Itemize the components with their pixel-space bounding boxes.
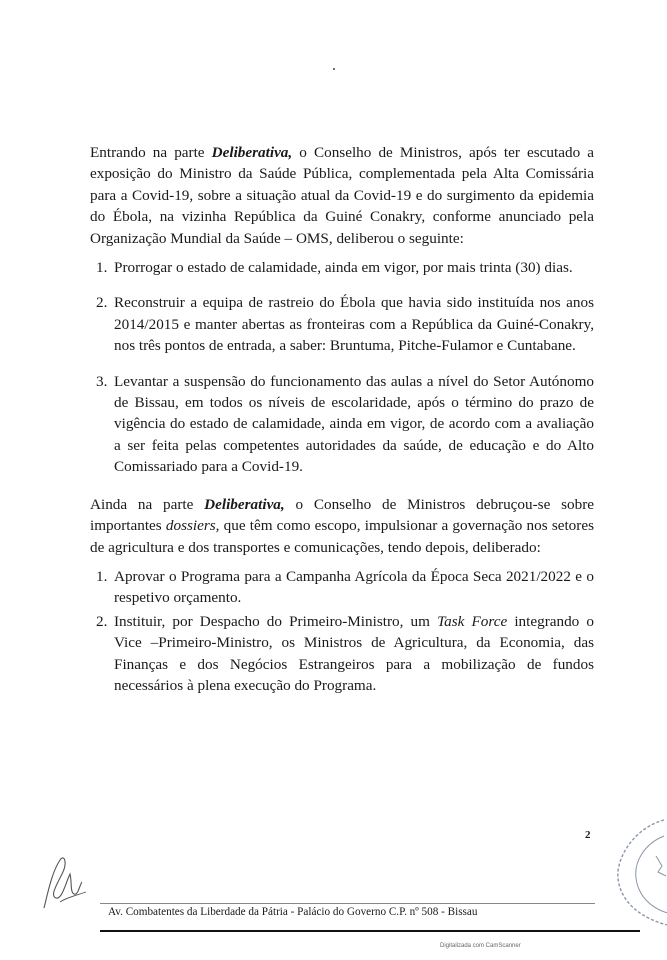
list-item-text: Aprovar o Programa para a Campanha Agrícola da Época Seca 2021/2022 e o respetivo orçamento. — [114, 567, 594, 607]
paragraph-2-text-c: que têm como escopo, impulsionar a governação nos setores de agricultura e dos transportes e comunicações, tendo depois, deliberado: — [90, 517, 594, 556]
list-number: 2. — [96, 612, 108, 630]
list-item-text-b: integrando o Vice –Primeiro-Ministro, os Ministros de Agricultura, da Economia, das Finanças e dos Negócios Estrangeiros para a mobilização de fundos necessários à plena execução do Programa. — [114, 612, 594, 694]
speck — [333, 68, 335, 70]
official-stamp — [594, 818, 667, 928]
list-item — [90, 257, 594, 278]
paragraph-1-text-a: Entrando na parte — [90, 144, 212, 161]
paragraph-2 — [90, 494, 594, 558]
footer-rule — [100, 930, 640, 932]
deliberations-list-1 — [90, 257, 594, 478]
list-item-text: Levantar a suspensão do funcionamento das aulas a nível do Setor Autónomo de Bissau, em todos os níveis de escolaridade, após o término do prazo de vigência do estado de calamidade, ainda em vigor, de acordo com a avaliação a ser feita pelas competentes autoridades da saúde, de educação e do Alto Comissariado para a Covid-19. — [114, 372, 594, 476]
list-item — [90, 566, 594, 609]
page-number: 2 — [585, 829, 591, 841]
task-force-italic: Task Force — [437, 612, 508, 630]
scanner-watermark: Digitalizada com CamScanner — [440, 943, 521, 949]
list-number: 1. — [96, 259, 108, 277]
footer-rule-top — [100, 903, 595, 904]
list-number: 3. — [96, 372, 108, 390]
list-number: 2. — [96, 294, 108, 312]
deliberativa-keyword: Deliberativa, — [204, 495, 285, 513]
paragraph-1-text-b: o Conselho de Ministros, após ter escutado a exposição do Ministro da Saúde Pública, complementada pela Alta Comissária para a Covid-19, sobre a situação atual da Covid-19 e do surgimento da epidemia do Ébola, na vizinha República da Guiné Conakry, conforme anunciado pela Organização Mundial da Saúde – OMS, deliberou o seguinte: — [90, 144, 595, 247]
deliberations-list-2 — [90, 566, 594, 696]
list-item — [90, 292, 594, 356]
list-item-text-a: Instituir, por Despacho do Primeiro-Ministro, um — [114, 612, 438, 630]
list-item — [90, 611, 594, 697]
deliberativa-keyword: Deliberativa, — [211, 144, 293, 161]
list-item — [90, 371, 594, 478]
list-item-text: Reconstruir a equipa de rastreio do Ébola que havia sido instituída nos anos 2014/2015 e manter abertas as fronteiras com a República da Guiné-Conakry, nos três pontos de entrada, a saber: Bruntuma, Pitche-Fulamor e Cuntabane. — [114, 294, 594, 355]
paragraph-2-text-a: Ainda na parte — [90, 495, 205, 513]
footer-address: Av. Combatentes da Liberdade da Pátria - Palácio do Governo C.P. nº 508 - Bissau — [108, 906, 478, 918]
paragraph-2-text-b: o Conselho de Ministros debruçou-se sobre importantes — [90, 495, 594, 535]
signature — [30, 852, 100, 912]
list-number: 1. — [96, 567, 108, 585]
document-body — [90, 142, 594, 698]
list-item-text: Prorrogar o estado de calamidade, ainda em vigor, por mais trinta (30) dias. — [114, 259, 573, 277]
paragraph-1 — [90, 142, 594, 249]
dossiers-italic: dossiers, — [165, 517, 220, 535]
